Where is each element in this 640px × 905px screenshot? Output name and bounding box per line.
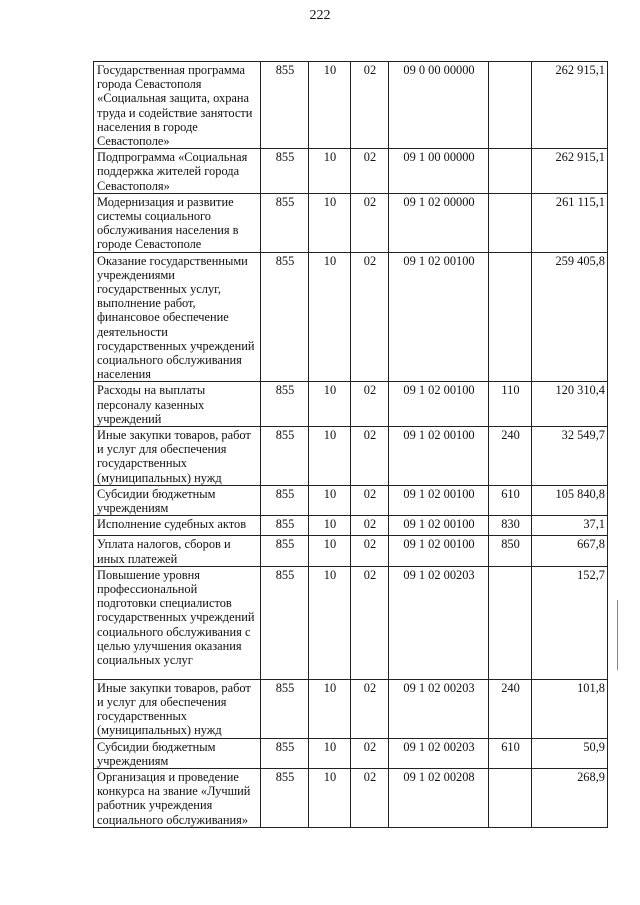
cell-name: Оказание государственными учреждениями государственных услуг, выполнение работ, финансовое обеспечение деятельности государственных учреждений социального обслуживания населения [94, 252, 261, 382]
cell-amount: 259 405,8 [532, 252, 608, 382]
cell-amount: 101,8 [532, 679, 608, 738]
cell-name: Государственная программа города Севастополя «Социальная защита, охрана труда и содействие занятости населения в городе Севастополе» [94, 62, 261, 149]
cell-target-article: 09 1 02 00203 [389, 738, 489, 768]
cell-amount: 105 840,8 [532, 485, 608, 515]
cell-name: Модернизация и развитие системы социального обслуживания населения в городе Севастополе [94, 193, 261, 252]
cell-ved: 855 [261, 149, 309, 194]
cell-amount: 32 549,7 [532, 427, 608, 486]
cell-podrazdel: 02 [351, 382, 389, 427]
cell-ved: 855 [261, 62, 309, 149]
cell-target-article: 09 1 00 00000 [389, 149, 489, 194]
cell-razdel: 10 [309, 427, 351, 486]
table-row [94, 679, 608, 738]
cell-name: Иные закупки товаров, работ и услуг для обеспечения государственных (муниципальных) нужд [94, 679, 261, 738]
cell-expense-type: 110 [489, 382, 532, 427]
cell-name: Иные закупки товаров, работ и услуг для обеспечения государственных (муниципальных) нужд [94, 427, 261, 486]
cell-name: Организация и проведение конкурса на звание «Лучший работник учреждения социального обслуживания» [94, 768, 261, 827]
cell-ved: 855 [261, 679, 309, 738]
table-row [94, 738, 608, 768]
cell-ved: 855 [261, 382, 309, 427]
table-row [94, 516, 608, 536]
cell-podrazdel: 02 [351, 485, 389, 515]
cell-podrazdel: 02 [351, 679, 389, 738]
cell-target-article: 09 1 02 00100 [389, 485, 489, 515]
cell-amount: 261 115,1 [532, 193, 608, 252]
cell-podrazdel: 02 [351, 252, 389, 382]
cell-ved: 855 [261, 566, 309, 679]
page-number: 222 [309, 8, 331, 23]
cell-amount: 50,9 [532, 738, 608, 768]
cell-podrazdel: 02 [351, 149, 389, 194]
cell-podrazdel: 02 [351, 566, 389, 679]
cell-razdel: 10 [309, 738, 351, 768]
cell-razdel: 10 [309, 536, 351, 566]
cell-target-article: 09 1 02 00203 [389, 566, 489, 679]
cell-amount: 37,1 [532, 516, 608, 536]
cell-razdel: 10 [309, 193, 351, 252]
budget-table [93, 61, 608, 828]
cell-amount: 262 915,1 [532, 62, 608, 149]
cell-expense-type: 610 [489, 485, 532, 515]
cell-podrazdel: 02 [351, 193, 389, 252]
table-row [94, 149, 608, 194]
cell-expense-type [489, 566, 532, 679]
table-row [94, 193, 608, 252]
cell-amount: 262 915,1 [532, 149, 608, 194]
cell-ved: 855 [261, 536, 309, 566]
cell-amount: 152,7 [532, 566, 608, 679]
cell-expense-type [489, 149, 532, 194]
table-row [94, 536, 608, 566]
cell-amount: 120 310,4 [532, 382, 608, 427]
table-row [94, 62, 608, 149]
cell-name: Исполнение судебных актов [94, 516, 261, 536]
cell-name: Субсидии бюджетным учреждениям [94, 485, 261, 515]
cell-ved: 855 [261, 485, 309, 515]
cell-podrazdel: 02 [351, 62, 389, 149]
cell-podrazdel: 02 [351, 768, 389, 827]
table-row [94, 382, 608, 427]
table-row [94, 566, 608, 679]
cell-razdel: 10 [309, 149, 351, 194]
cell-expense-type [489, 252, 532, 382]
cell-target-article: 09 1 02 00100 [389, 536, 489, 566]
table-row [94, 252, 608, 382]
cell-razdel: 10 [309, 516, 351, 536]
cell-expense-type: 240 [489, 427, 532, 486]
cell-expense-type [489, 62, 532, 149]
cell-razdel: 10 [309, 679, 351, 738]
cell-name: Расходы на выплаты персоналу казенных учреждений [94, 382, 261, 427]
table-row [94, 485, 608, 515]
cell-razdel: 10 [309, 62, 351, 149]
cell-amount: 268,9 [532, 768, 608, 827]
cell-target-article: 09 1 02 00100 [389, 252, 489, 382]
budget-table-body [94, 62, 608, 828]
cell-target-article: 09 0 00 00000 [389, 62, 489, 149]
cell-target-article: 09 1 02 00208 [389, 768, 489, 827]
cell-target-article: 09 1 02 00100 [389, 382, 489, 427]
cell-name: Субсидии бюджетным учреждениям [94, 738, 261, 768]
cell-expense-type [489, 193, 532, 252]
cell-razdel: 10 [309, 382, 351, 427]
cell-ved: 855 [261, 427, 309, 486]
cell-ved: 855 [261, 516, 309, 536]
cell-ved: 855 [261, 738, 309, 768]
cell-razdel: 10 [309, 485, 351, 515]
cell-expense-type: 850 [489, 536, 532, 566]
cell-razdel: 10 [309, 252, 351, 382]
table-row [94, 768, 608, 827]
cell-expense-type: 830 [489, 516, 532, 536]
cell-ved: 855 [261, 252, 309, 382]
cell-expense-type: 240 [489, 679, 532, 738]
cell-ved: 855 [261, 193, 309, 252]
cell-ved: 855 [261, 768, 309, 827]
cell-podrazdel: 02 [351, 427, 389, 486]
cell-target-article: 09 1 02 00100 [389, 516, 489, 536]
table-row [94, 427, 608, 486]
cell-name: Подпрограмма «Социальная поддержка жителей города Севастополя» [94, 149, 261, 194]
cell-name: Уплата налогов, сборов и иных платежей [94, 536, 261, 566]
cell-target-article: 09 1 02 00100 [389, 427, 489, 486]
cell-expense-type: 610 [489, 738, 532, 768]
cell-podrazdel: 02 [351, 536, 389, 566]
cell-expense-type [489, 768, 532, 827]
cell-target-article: 09 1 02 00203 [389, 679, 489, 738]
cell-razdel: 10 [309, 768, 351, 827]
cell-name: Повышение уровня профессиональной подготовки специалистов государственных учреждений социального обслуживания с целью улучшения оказания социальных услуг [94, 566, 261, 679]
cell-target-article: 09 1 02 00000 [389, 193, 489, 252]
cell-podrazdel: 02 [351, 738, 389, 768]
cell-amount: 667,8 [532, 536, 608, 566]
cell-podrazdel: 02 [351, 516, 389, 536]
cell-razdel: 10 [309, 566, 351, 679]
scan-mark [617, 600, 618, 670]
